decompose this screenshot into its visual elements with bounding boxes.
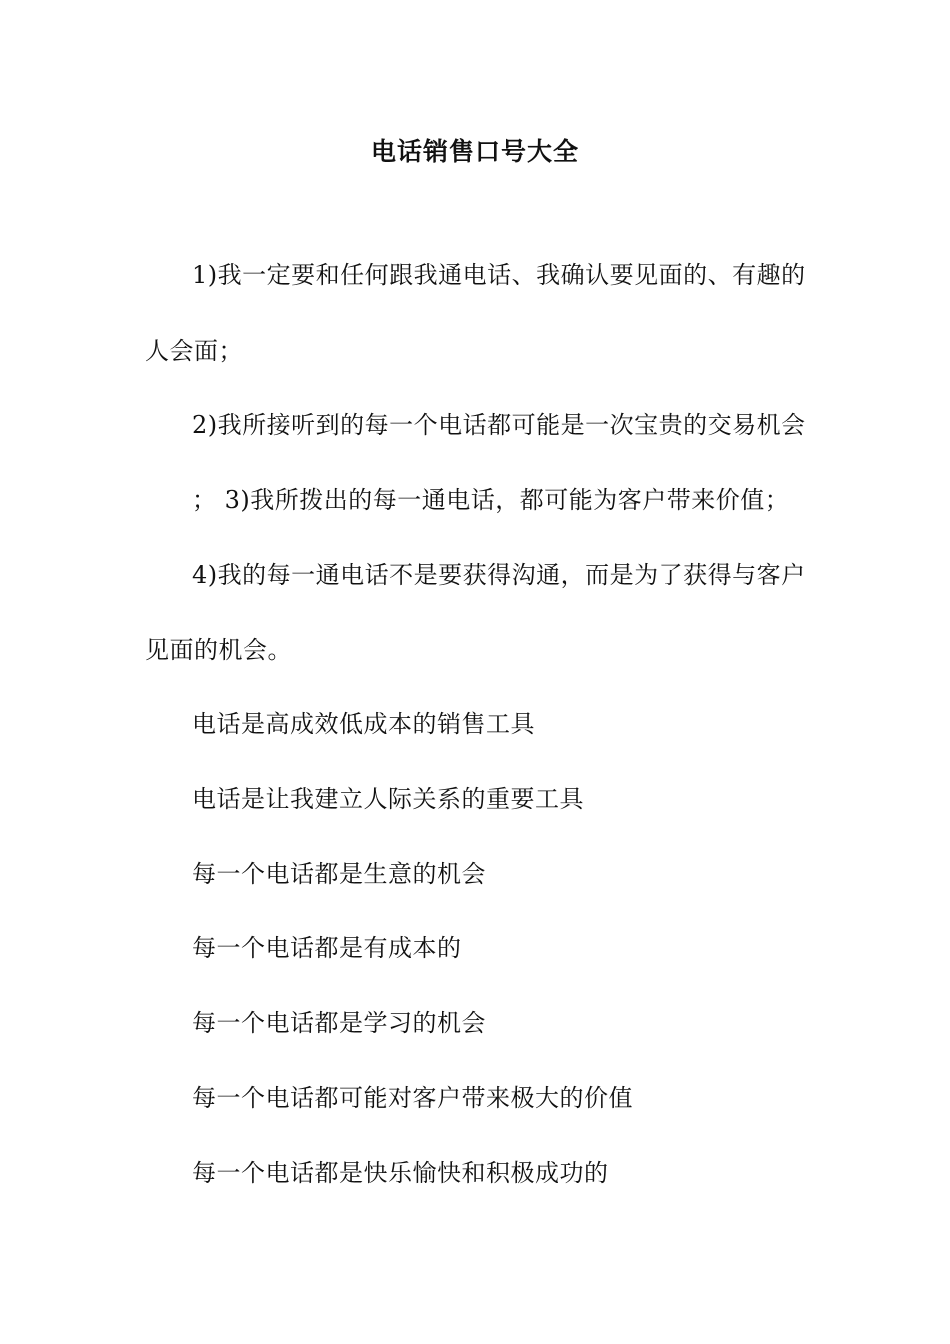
document-title: 电话销售口号大全: [370, 137, 579, 166]
slogan-line-4: 每一个电话都是有成本的: [192, 934, 462, 962]
paragraph-line-3: 2)我所接听到的每一个电话都可能是一次宝贵的交易机会: [192, 411, 806, 439]
paragraph-line-4: ； 3)我所拨出的每一通电话，都可能为客户带来价值；: [192, 486, 790, 514]
paragraph-line-6: 见面的机会。: [145, 636, 292, 664]
slogan-line-7: 每一个电话都是快乐愉快和积极成功的: [192, 1159, 609, 1187]
slogan-line-2: 电话是让我建立人际关系的重要工具: [192, 785, 584, 813]
slogan-line-3: 每一个电话都是生意的机会: [192, 860, 486, 888]
paragraph-line-5: 4)我的每一通电话不是要获得沟通，而是为了获得与客户: [192, 561, 806, 589]
slogan-line-1: 电话是高成效低成本的销售工具: [192, 710, 535, 738]
paragraph-line-2: 人会面；: [145, 337, 243, 365]
paragraph-line-1: 1)我一定要和任何跟我通电话、我确认要见面的、有趣的: [192, 261, 806, 289]
slogan-line-5: 每一个电话都是学习的机会: [192, 1009, 486, 1037]
slogan-line-6: 每一个电话都可能对客户带来极大的价值: [192, 1084, 633, 1112]
